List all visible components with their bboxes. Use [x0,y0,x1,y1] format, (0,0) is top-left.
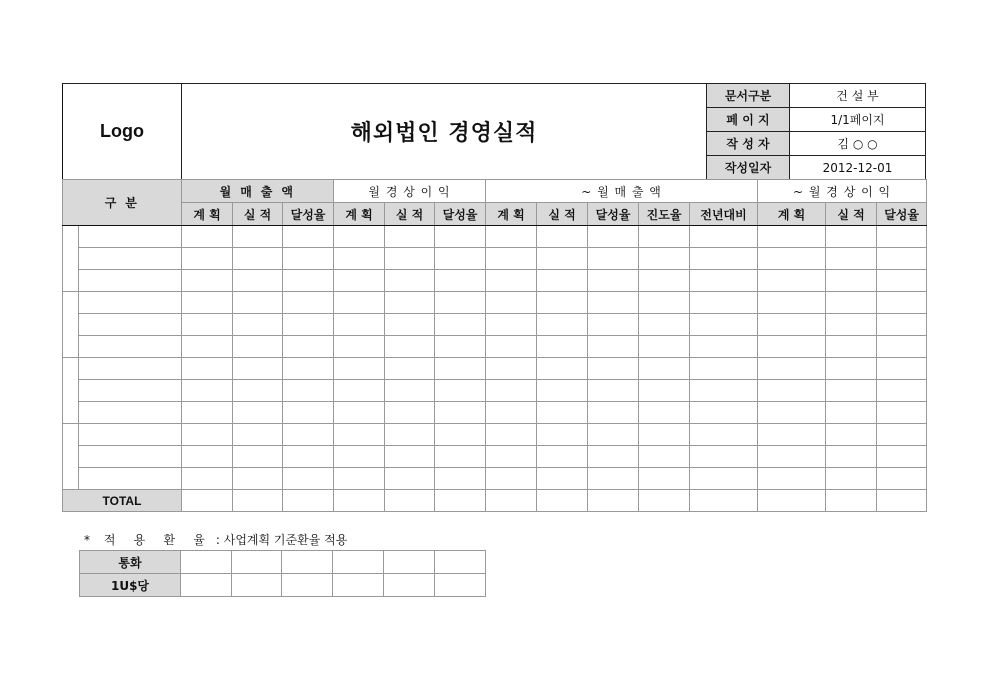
table-cell[interactable] [334,336,385,358]
group-cell[interactable] [63,292,79,358]
table-cell[interactable] [385,380,435,402]
logo: Logo [63,84,182,180]
table-cell[interactable] [758,336,826,358]
table-cell[interactable] [690,380,758,402]
group-header-cumulative-sales: ~ 월 매 출 액 [486,180,758,203]
table-cell[interactable] [758,248,826,270]
table-cell[interactable] [334,490,385,512]
table-cell[interactable] [385,336,435,358]
table-cell[interactable] [537,226,588,248]
subheader-actual: 실 적 [385,203,435,226]
table-cell[interactable] [826,402,877,424]
table-cell[interactable] [690,292,758,314]
table-cell[interactable] [233,358,283,380]
row-label-cell[interactable] [79,380,182,402]
table-cell[interactable] [182,270,233,292]
currency-label: 통화 [80,551,181,574]
table-cell[interactable] [639,336,690,358]
table-cell[interactable] [385,270,435,292]
table-cell[interactable] [182,446,233,468]
table-cell[interactable] [588,402,639,424]
table-cell[interactable] [233,336,283,358]
table-cell[interactable] [588,336,639,358]
row-label-cell[interactable] [79,270,182,292]
subheader-actual: 실 적 [233,203,283,226]
table-cell[interactable] [182,358,233,380]
table-cell[interactable] [486,402,537,424]
document-header [62,83,926,180]
table-cell[interactable] [334,446,385,468]
table-cell[interactable] [758,490,826,512]
page-value[interactable]: 1/1페이지 [790,108,926,132]
row-label-cell[interactable] [79,292,182,314]
note-label: 적 용 환 율 [103,533,213,547]
table-cell[interactable] [233,226,283,248]
date-label: 작성일자 [707,156,790,180]
table-cell[interactable] [758,314,826,336]
table-cell[interactable] [758,358,826,380]
group-cell[interactable] [63,226,79,292]
table-cell[interactable] [283,248,334,270]
page-title: 해외법인 경영실적 [182,84,707,180]
table-cell[interactable] [639,248,690,270]
subheader-achievement: 달성율 [435,203,486,226]
rate-label: 1U$당 [80,574,181,597]
table-cell[interactable] [181,551,232,574]
table-cell[interactable] [826,314,877,336]
subheader-actual: 실 적 [537,203,588,226]
table-cell[interactable] [334,292,385,314]
table-cell[interactable] [182,490,233,512]
table-cell[interactable] [486,424,537,446]
doc-type-label: 문서구분 [707,84,790,108]
table-cell[interactable] [639,380,690,402]
table-cell[interactable] [486,468,537,490]
table-cell[interactable] [877,358,927,380]
table-cell[interactable] [758,270,826,292]
table-cell[interactable] [758,402,826,424]
table-cell[interactable] [334,380,385,402]
table-cell[interactable] [334,358,385,380]
group-cell[interactable] [63,424,79,490]
table-cell[interactable] [435,574,486,597]
table-cell[interactable] [334,248,385,270]
table-cell[interactable] [537,292,588,314]
table-row [63,248,927,270]
table-cell[interactable] [588,248,639,270]
table-cell[interactable] [486,380,537,402]
table-cell[interactable] [486,358,537,380]
table-cell[interactable] [588,380,639,402]
table-cell[interactable] [282,551,333,574]
table-cell[interactable] [588,292,639,314]
table-cell[interactable] [690,226,758,248]
table-cell[interactable] [233,402,283,424]
table-cell[interactable] [283,490,334,512]
table-cell[interactable] [435,446,486,468]
table-cell[interactable] [639,424,690,446]
table-cell[interactable] [283,446,334,468]
table-cell[interactable] [435,358,486,380]
table-cell[interactable] [690,402,758,424]
table-cell[interactable] [283,402,334,424]
table-cell[interactable] [826,468,877,490]
table-cell[interactable] [486,292,537,314]
table-cell[interactable] [233,292,283,314]
table-row [63,424,927,446]
table-cell[interactable] [639,292,690,314]
table-cell[interactable] [877,490,927,512]
subheader-plan: 계 획 [182,203,233,226]
row-label-cell[interactable] [79,402,182,424]
table-cell[interactable] [334,270,385,292]
table-cell[interactable] [588,358,639,380]
table-cell[interactable] [690,468,758,490]
exchange-rate-table [79,550,486,597]
table-cell[interactable] [826,292,877,314]
doc-type-value[interactable]: 건 설 부 [790,84,926,108]
table-cell[interactable] [182,402,233,424]
table-cell[interactable] [639,446,690,468]
note-text: : 사업계획 기준환율 적용 [215,533,348,547]
table-cell[interactable] [435,270,486,292]
table-cell[interactable] [435,424,486,446]
table-cell[interactable] [758,226,826,248]
table-cell[interactable] [877,248,927,270]
rate-row [80,574,486,597]
table-cell[interactable] [283,292,334,314]
table-cell[interactable] [233,380,283,402]
table-cell[interactable] [182,380,233,402]
group-cell[interactable] [63,358,79,424]
table-cell[interactable] [334,314,385,336]
table-cell[interactable] [826,358,877,380]
table-body [63,226,927,490]
table-cell[interactable] [639,314,690,336]
row-label-cell[interactable] [79,424,182,446]
table-cell[interactable] [333,551,384,574]
table-cell[interactable] [826,226,877,248]
table-cell[interactable] [826,424,877,446]
table-cell[interactable] [588,468,639,490]
table-cell[interactable] [639,270,690,292]
table-cell[interactable] [758,380,826,402]
table-row [63,358,927,380]
table-cell[interactable] [385,468,435,490]
table-cell[interactable] [537,358,588,380]
table-row [63,314,927,336]
table-cell[interactable] [435,402,486,424]
table-cell[interactable] [435,314,486,336]
author-value[interactable]: 김 ○ ○ [790,132,926,156]
subheader-plan: 계 획 [334,203,385,226]
table-cell[interactable] [690,490,758,512]
table-cell[interactable] [758,424,826,446]
table-row [63,468,927,490]
table-cell[interactable] [639,490,690,512]
table-cell[interactable] [182,226,233,248]
table-cell[interactable] [385,314,435,336]
table-cell[interactable] [537,314,588,336]
table-cell[interactable] [385,292,435,314]
table-cell[interactable] [877,270,927,292]
table-cell[interactable] [537,402,588,424]
table-cell[interactable] [435,551,486,574]
table-row [63,292,927,314]
row-label-cell[interactable] [79,446,182,468]
subheader-achievement: 달성율 [588,203,639,226]
table-cell[interactable] [435,336,486,358]
table-cell[interactable] [385,424,435,446]
table-row [63,446,927,468]
table-cell[interactable] [233,490,283,512]
table-cell[interactable] [877,380,927,402]
table-cell[interactable] [877,424,927,446]
table-cell[interactable] [333,574,384,597]
table-cell[interactable] [877,446,927,468]
table-cell[interactable] [385,226,435,248]
table-cell[interactable] [486,446,537,468]
table-cell[interactable] [486,226,537,248]
subheader-achievement: 달성율 [877,203,927,226]
table-cell[interactable] [537,270,588,292]
table-cell[interactable] [758,446,826,468]
table-cell[interactable] [826,270,877,292]
table-cell[interactable] [877,336,927,358]
row-label-cell[interactable] [79,358,182,380]
table-cell[interactable] [877,468,927,490]
table-cell[interactable] [182,248,233,270]
table-cell[interactable] [283,424,334,446]
table-cell[interactable] [385,446,435,468]
subheader-plan: 계 획 [758,203,826,226]
table-cell[interactable] [639,468,690,490]
table-cell[interactable] [537,336,588,358]
table-cell[interactable] [877,402,927,424]
table-cell[interactable] [690,446,758,468]
page-label: 페 이 지 [707,108,790,132]
row-label-cell[interactable] [79,468,182,490]
table-cell[interactable] [435,248,486,270]
table-cell[interactable] [537,248,588,270]
table-cell[interactable] [588,446,639,468]
table-cell[interactable] [435,292,486,314]
table-row [63,226,927,248]
table-cell[interactable] [537,424,588,446]
group-header-monthly-sales: 월 매 출 액 [182,180,334,203]
table-cell[interactable] [537,468,588,490]
subheader-achievement: 달성율 [283,203,334,226]
table-cell[interactable] [182,424,233,446]
table-cell[interactable] [283,270,334,292]
table-cell[interactable] [283,468,334,490]
table-cell[interactable] [537,490,588,512]
table-cell[interactable] [639,358,690,380]
table-cell[interactable] [182,292,233,314]
table-cell[interactable] [486,314,537,336]
row-label-cell[interactable] [79,336,182,358]
table-cell[interactable] [233,424,283,446]
table-cell[interactable] [758,292,826,314]
table-cell[interactable] [232,574,282,597]
table-cell[interactable] [435,226,486,248]
table-cell[interactable] [877,292,927,314]
table-cell[interactable] [639,226,690,248]
table-cell[interactable] [334,468,385,490]
table-cell[interactable] [826,336,877,358]
currency-row [80,551,486,574]
table-cell[interactable] [690,424,758,446]
table-cell[interactable] [182,314,233,336]
table-cell[interactable] [435,380,486,402]
table-cell[interactable] [537,446,588,468]
row-label-cell[interactable] [79,314,182,336]
table-cell[interactable] [486,270,537,292]
table-cell[interactable] [826,248,877,270]
table-cell[interactable] [826,490,877,512]
table-cell[interactable] [435,490,486,512]
table-cell[interactable] [690,336,758,358]
table-cell[interactable] [385,248,435,270]
table-cell[interactable] [826,446,877,468]
subheader-plan: 계 획 [486,203,537,226]
table-cell[interactable] [588,424,639,446]
table-cell[interactable] [588,314,639,336]
subheader-actual: 실 적 [826,203,877,226]
table-cell[interactable] [486,336,537,358]
table-cell[interactable] [877,314,927,336]
table-cell[interactable] [283,336,334,358]
table-cell[interactable] [690,358,758,380]
table-cell[interactable] [232,551,282,574]
table-cell[interactable] [182,468,233,490]
table-cell[interactable] [877,226,927,248]
table-cell[interactable] [283,380,334,402]
subheader-progress: 진도율 [639,203,690,226]
table-row [63,336,927,358]
table-cell[interactable] [233,468,283,490]
table-row [63,402,927,424]
table-cell[interactable] [385,358,435,380]
table-cell[interactable] [758,468,826,490]
total-label: TOTAL [63,490,182,512]
table-cell[interactable] [233,314,283,336]
table-cell[interactable] [283,314,334,336]
table-cell[interactable] [233,270,283,292]
table-cell[interactable] [334,226,385,248]
table-cell[interactable] [588,270,639,292]
note-marker: * [84,533,90,547]
table-row [63,380,927,402]
table-cell[interactable] [385,402,435,424]
table-cell[interactable] [384,551,435,574]
table-cell[interactable] [435,468,486,490]
table-cell[interactable] [181,574,232,597]
table-cell[interactable] [826,380,877,402]
row-label-cell[interactable] [79,248,182,270]
table-cell[interactable] [334,424,385,446]
table-cell[interactable] [233,248,283,270]
group-header-monthly-profit: 월 경 상 이 익 [334,180,486,203]
row-label-cell[interactable] [79,226,182,248]
table-cell[interactable] [384,574,435,597]
subheader-row [63,203,927,226]
table-cell[interactable] [283,358,334,380]
table-cell[interactable] [588,490,639,512]
group-header-cumulative-profit: ~ 월 경 상 이 익 [758,180,927,203]
author-label: 작 성 자 [707,132,790,156]
table-cell[interactable] [334,402,385,424]
table-cell[interactable] [690,248,758,270]
table-cell[interactable] [282,574,333,597]
subheader-yoy: 전년대비 [690,203,758,226]
table-row [63,270,927,292]
table-cell[interactable] [537,380,588,402]
table-cell[interactable] [385,490,435,512]
table-cell[interactable] [233,446,283,468]
performance-table [62,179,927,512]
exchange-rate-note [84,531,347,548]
table-cell[interactable] [639,402,690,424]
table-cell[interactable] [690,270,758,292]
date-value[interactable]: 2012-12-01 [790,156,926,180]
table-cell[interactable] [486,490,537,512]
table-cell[interactable] [283,226,334,248]
table-cell[interactable] [690,314,758,336]
row-header-category: 구 분 [63,180,182,226]
table-cell[interactable] [182,336,233,358]
table-cell[interactable] [486,248,537,270]
table-cell[interactable] [588,226,639,248]
total-row [63,490,927,512]
